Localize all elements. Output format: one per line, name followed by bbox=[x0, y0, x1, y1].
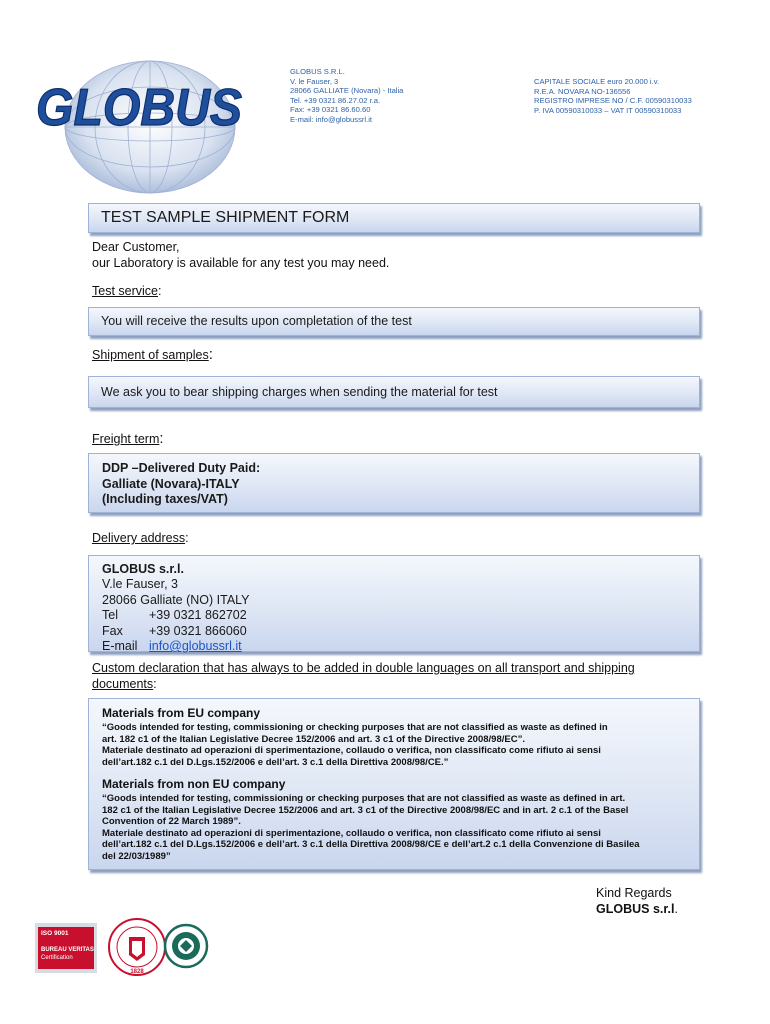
delivery-email-row bbox=[102, 639, 250, 654]
header-left-line: V. le Fauser, 3 bbox=[290, 76, 339, 86]
bureau-veritas-label-block bbox=[35, 923, 97, 973]
delivery-city: 28066 Galliate (NO) ITALY bbox=[102, 592, 250, 607]
company-address-block bbox=[290, 67, 403, 125]
bureau-veritas-seal bbox=[107, 915, 167, 979]
shipment-colon: : bbox=[208, 346, 213, 363]
certification-logos bbox=[35, 913, 212, 980]
declaration-content bbox=[102, 706, 692, 862]
intro-line: Dear Customer, bbox=[92, 240, 180, 254]
header-right-line: P. IVA 00590310033 – VAT IT 00590310033 bbox=[534, 105, 682, 115]
form-title: TEST SAMPLE SHIPMENT FORM bbox=[101, 209, 350, 226]
company-registration-block bbox=[534, 77, 692, 115]
header-right-line: CAPITALE SOCIALE euro 20.000 i.v. bbox=[534, 77, 660, 86]
bv-line-2: Certification bbox=[41, 955, 73, 961]
custom-declaration-colon: : bbox=[153, 676, 157, 691]
header-left-line: Fax: +39 0321 86.60.60 bbox=[290, 105, 371, 115]
eu-line: Materiale destinato ad operazioni di sperimentazione, collaudo o verifica, non classificato come rifiuto ai sensi bbox=[102, 745, 601, 756]
delivery-box bbox=[88, 555, 700, 652]
delivery-colon: : bbox=[185, 531, 189, 545]
eu-line: “Goods intended for testing, commissioning or checking purposes that are not classified as waste as defined in bbox=[102, 722, 608, 733]
header-right-line: R.E.A. NOVARA NO-136556 bbox=[534, 86, 631, 96]
intro-line: our Laboratory is available for any test you may need. bbox=[92, 256, 390, 270]
custom-declaration-heading: Custom declaration that has always to be added in double languages on all transport and shipping bbox=[92, 661, 635, 675]
shipment-label bbox=[92, 347, 213, 363]
delivery-label bbox=[92, 530, 189, 546]
custom-declaration-heading-2: documents bbox=[92, 676, 154, 691]
header-left-line: E-mail: info@globussrl.it bbox=[290, 114, 372, 124]
header-left-line: 28066 GALLIATE (Novara) - Italia bbox=[290, 86, 404, 96]
header-right-line: REGISTRO IMPRESE NO / C.F. 00590310033 bbox=[534, 96, 692, 106]
non-eu-heading: Materials from non EU company bbox=[102, 777, 286, 791]
closing bbox=[596, 885, 678, 917]
tel-label: Tel bbox=[102, 608, 118, 623]
tel-value: +39 0321 862702 bbox=[149, 608, 247, 623]
non-eu-line: Convention of 22 March 1989”. bbox=[102, 816, 241, 827]
closing-line: Kind Regards bbox=[596, 886, 672, 900]
non-eu-line: del 22/03/1989” bbox=[102, 850, 171, 862]
accredia-seal bbox=[163, 921, 209, 971]
fax-value: +39 0321 866060 bbox=[149, 623, 247, 638]
freight-heading: Freight term bbox=[92, 432, 160, 446]
bv-line-1: BUREAU VERITAS bbox=[41, 947, 94, 953]
test-service-text: You will receive the results upon completation of the test bbox=[101, 314, 412, 328]
fax-label: Fax bbox=[102, 623, 123, 638]
email-label: E-mail bbox=[102, 639, 138, 654]
shipment-heading: Shipment of samples bbox=[92, 348, 209, 362]
freight-text bbox=[102, 461, 260, 508]
eu-line: dell’art.182 c.1 del D.Lgs.152/2006 e dell’art. 3 c.1 della Direttiva 2008/98/CE.” bbox=[102, 756, 449, 768]
non-eu-line: Materiale destinato ad operazioni di sperimentazione, collaudo o verifica, non classificato come rifiuto ai sensi bbox=[102, 827, 601, 839]
freight-colon: : bbox=[159, 430, 164, 447]
delivery-address bbox=[102, 562, 250, 654]
delivery-heading: Delivery address bbox=[92, 531, 186, 545]
freight-label bbox=[92, 431, 164, 447]
eu-line: art. 182 c1 of the Italian Legislative Decree 152/2006 and art. 3 c1 of the Directive 2008/98/EC”. bbox=[102, 733, 525, 745]
freight-line: Galliate (Novara)-ITALY bbox=[102, 476, 240, 491]
delivery-company: GLOBUS s.r.l. bbox=[102, 562, 184, 576]
freight-line: (Including taxes/VAT) bbox=[102, 492, 228, 506]
non-eu-line: dell’art.182 c.1 del D.Lgs.152/2006 e dell’art. 3 c.1 della Direttiva 2008/98/CE e dell’art.2 c.1 della Convenzione di Basilea bbox=[102, 839, 640, 850]
freight-box bbox=[88, 453, 700, 513]
closing-company: GLOBUS s.r.l bbox=[596, 902, 675, 916]
test-service-heading: Test service bbox=[92, 284, 158, 298]
closing-dot: . bbox=[674, 902, 678, 916]
email-link[interactable]: info@globussrl.it bbox=[149, 639, 242, 654]
test-service-box bbox=[88, 307, 700, 336]
non-eu-line: 182 c1 of the Italian Legislative Decree 152/2006 and art. 3 c1 of the Directive 2008/98/EC and in art. 2 c.1 of the Basel bbox=[102, 804, 629, 816]
test-service-colon: : bbox=[158, 284, 162, 298]
delivery-tel-row bbox=[102, 608, 250, 623]
non-eu-line: “Goods intended for testing, commissioning or checking purposes that are not classified as waste as defined in art. bbox=[102, 793, 626, 804]
logo-text: GLOBUS bbox=[36, 79, 243, 137]
globus-logo bbox=[30, 55, 260, 195]
delivery-fax-row bbox=[102, 624, 250, 639]
iso-label: ISO 9001 bbox=[41, 930, 69, 937]
delivery-street: V.le Fauser, 3 bbox=[102, 577, 178, 592]
form-title-box bbox=[88, 203, 700, 233]
freight-line: DDP –Delivered Duty Paid: bbox=[102, 461, 261, 475]
shipment-text: We ask you to bear shipping charges when sending the material for test bbox=[101, 385, 498, 399]
custom-declaration-box bbox=[88, 698, 700, 870]
header-left-line: GLOBUS S.R.L. bbox=[290, 67, 345, 76]
header-left-line: Tel. +39 0321 86.27.02 r.a. bbox=[290, 95, 381, 105]
custom-declaration-label bbox=[92, 661, 692, 692]
seal-year: 1828 bbox=[130, 969, 144, 975]
intro-text bbox=[92, 239, 389, 271]
test-service-label bbox=[92, 283, 161, 299]
eu-heading: Materials from EU company bbox=[102, 706, 261, 720]
shipment-box bbox=[88, 376, 700, 408]
